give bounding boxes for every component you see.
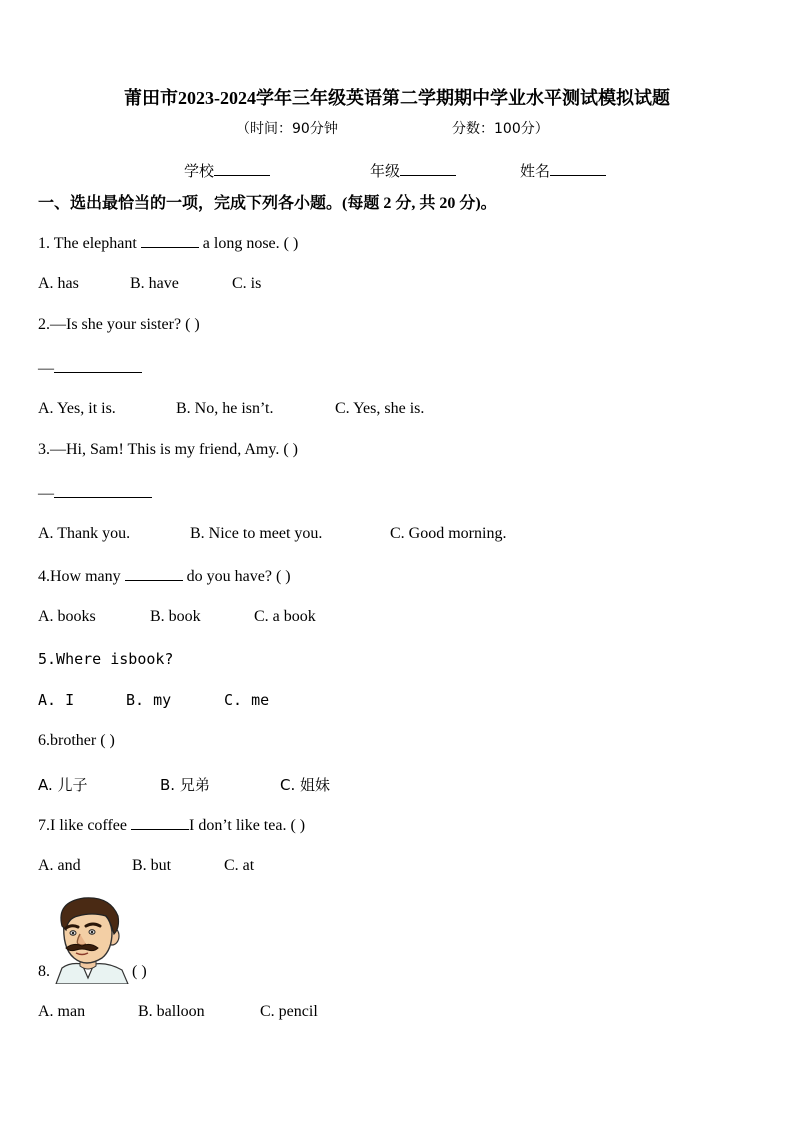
- question-7-text-before: 7.I like coffee: [38, 817, 131, 834]
- question-5-option-c[interactable]: C. me: [224, 691, 270, 709]
- question-2: 2.—Is she your sister? ( ): [38, 316, 200, 333]
- question-5-option-b[interactable]: B. my: [126, 691, 172, 709]
- question-4-text-before: 4.How many: [38, 568, 125, 585]
- question-3-option-b[interactable]: B. Nice to meet you.: [190, 525, 323, 542]
- question-8: [38, 963, 147, 981]
- question-7-option-c[interactable]: C. at: [224, 857, 255, 874]
- question-3-dash: —: [38, 485, 54, 502]
- question-2-dash: —: [38, 360, 54, 377]
- question-7: [38, 815, 305, 835]
- school-field: [184, 160, 270, 181]
- question-1-option-a[interactable]: A. has: [38, 275, 79, 292]
- question-1: [38, 233, 298, 253]
- question-6-option-a[interactable]: A. 儿子: [38, 776, 88, 794]
- question-4-text-after: do you have? ( ): [182, 568, 291, 585]
- grade-label: 年级: [370, 162, 401, 180]
- question-5-option-a[interactable]: A. I: [38, 691, 75, 709]
- question-5: 5.Where isbook?: [38, 650, 174, 668]
- question-1-text-before: 1. The elephant: [38, 235, 141, 252]
- school-blank[interactable]: [214, 161, 270, 176]
- grade-field: [370, 160, 456, 181]
- question-3-blank[interactable]: [54, 483, 152, 498]
- question-8-option-c[interactable]: C. pencil: [260, 1003, 318, 1020]
- question-2-answer-line: [38, 358, 142, 378]
- question-3: 3.—Hi, Sam! This is my friend, Amy. ( ): [38, 441, 298, 458]
- question-1-option-c[interactable]: C. is: [232, 275, 262, 292]
- exam-score: 分数：100分）: [452, 121, 549, 137]
- question-1-option-b[interactable]: B. have: [130, 275, 179, 292]
- question-7-option-a[interactable]: A. and: [38, 857, 81, 874]
- question-3-option-c[interactable]: C. Good morning.: [390, 525, 507, 542]
- question-6-option-c[interactable]: C. 姐妹: [280, 776, 331, 794]
- question-4-blank[interactable]: [125, 566, 183, 581]
- question-3-answer-line: [38, 483, 152, 503]
- question-2-blank[interactable]: [54, 358, 142, 373]
- question-1-blank[interactable]: [141, 233, 199, 248]
- question-2-option-c[interactable]: C. Yes, she is.: [335, 400, 425, 417]
- question-4-option-b[interactable]: B. book: [150, 608, 201, 625]
- exam-time: （时间：90分钟: [236, 121, 338, 137]
- school-label: 学校: [184, 162, 215, 180]
- question-6: 6.brother ( ): [38, 732, 115, 749]
- question-8-answer-paren[interactable]: ( ): [132, 963, 147, 980]
- question-2-option-b[interactable]: B. No, he isn’t.: [176, 400, 274, 417]
- question-7-blank[interactable]: [131, 815, 189, 830]
- question-4-option-c[interactable]: C. a book: [254, 608, 316, 625]
- question-1-text-after: a long nose. ( ): [198, 235, 299, 252]
- name-field: [520, 160, 606, 181]
- page-title: 莆田市2023-2024学年三年级英语第二学期期中学业水平测试模拟试题: [124, 88, 670, 108]
- name-blank[interactable]: [550, 161, 606, 176]
- question-8-option-a[interactable]: A. man: [38, 1003, 86, 1020]
- question-3-option-a[interactable]: A. Thank you.: [38, 525, 131, 542]
- section-heading: 一、选出最恰当的一项，完成下列各小题。(每题 2 分, 共 20 分)。: [38, 195, 497, 212]
- grade-blank[interactable]: [400, 161, 456, 176]
- question-7-text-after: I don’t like tea. ( ): [189, 817, 306, 834]
- question-7-option-b[interactable]: B. but: [132, 857, 172, 874]
- question-6-option-b[interactable]: B. 兄弟: [160, 776, 210, 794]
- question-4: [38, 566, 291, 586]
- question-2-option-a[interactable]: A. Yes, it is.: [38, 400, 116, 417]
- name-label: 姓名: [520, 162, 551, 180]
- question-8-number: 8.: [38, 963, 50, 980]
- question-8-option-b[interactable]: B. balloon: [138, 1003, 205, 1020]
- question-4-option-a[interactable]: A. books: [38, 608, 96, 625]
